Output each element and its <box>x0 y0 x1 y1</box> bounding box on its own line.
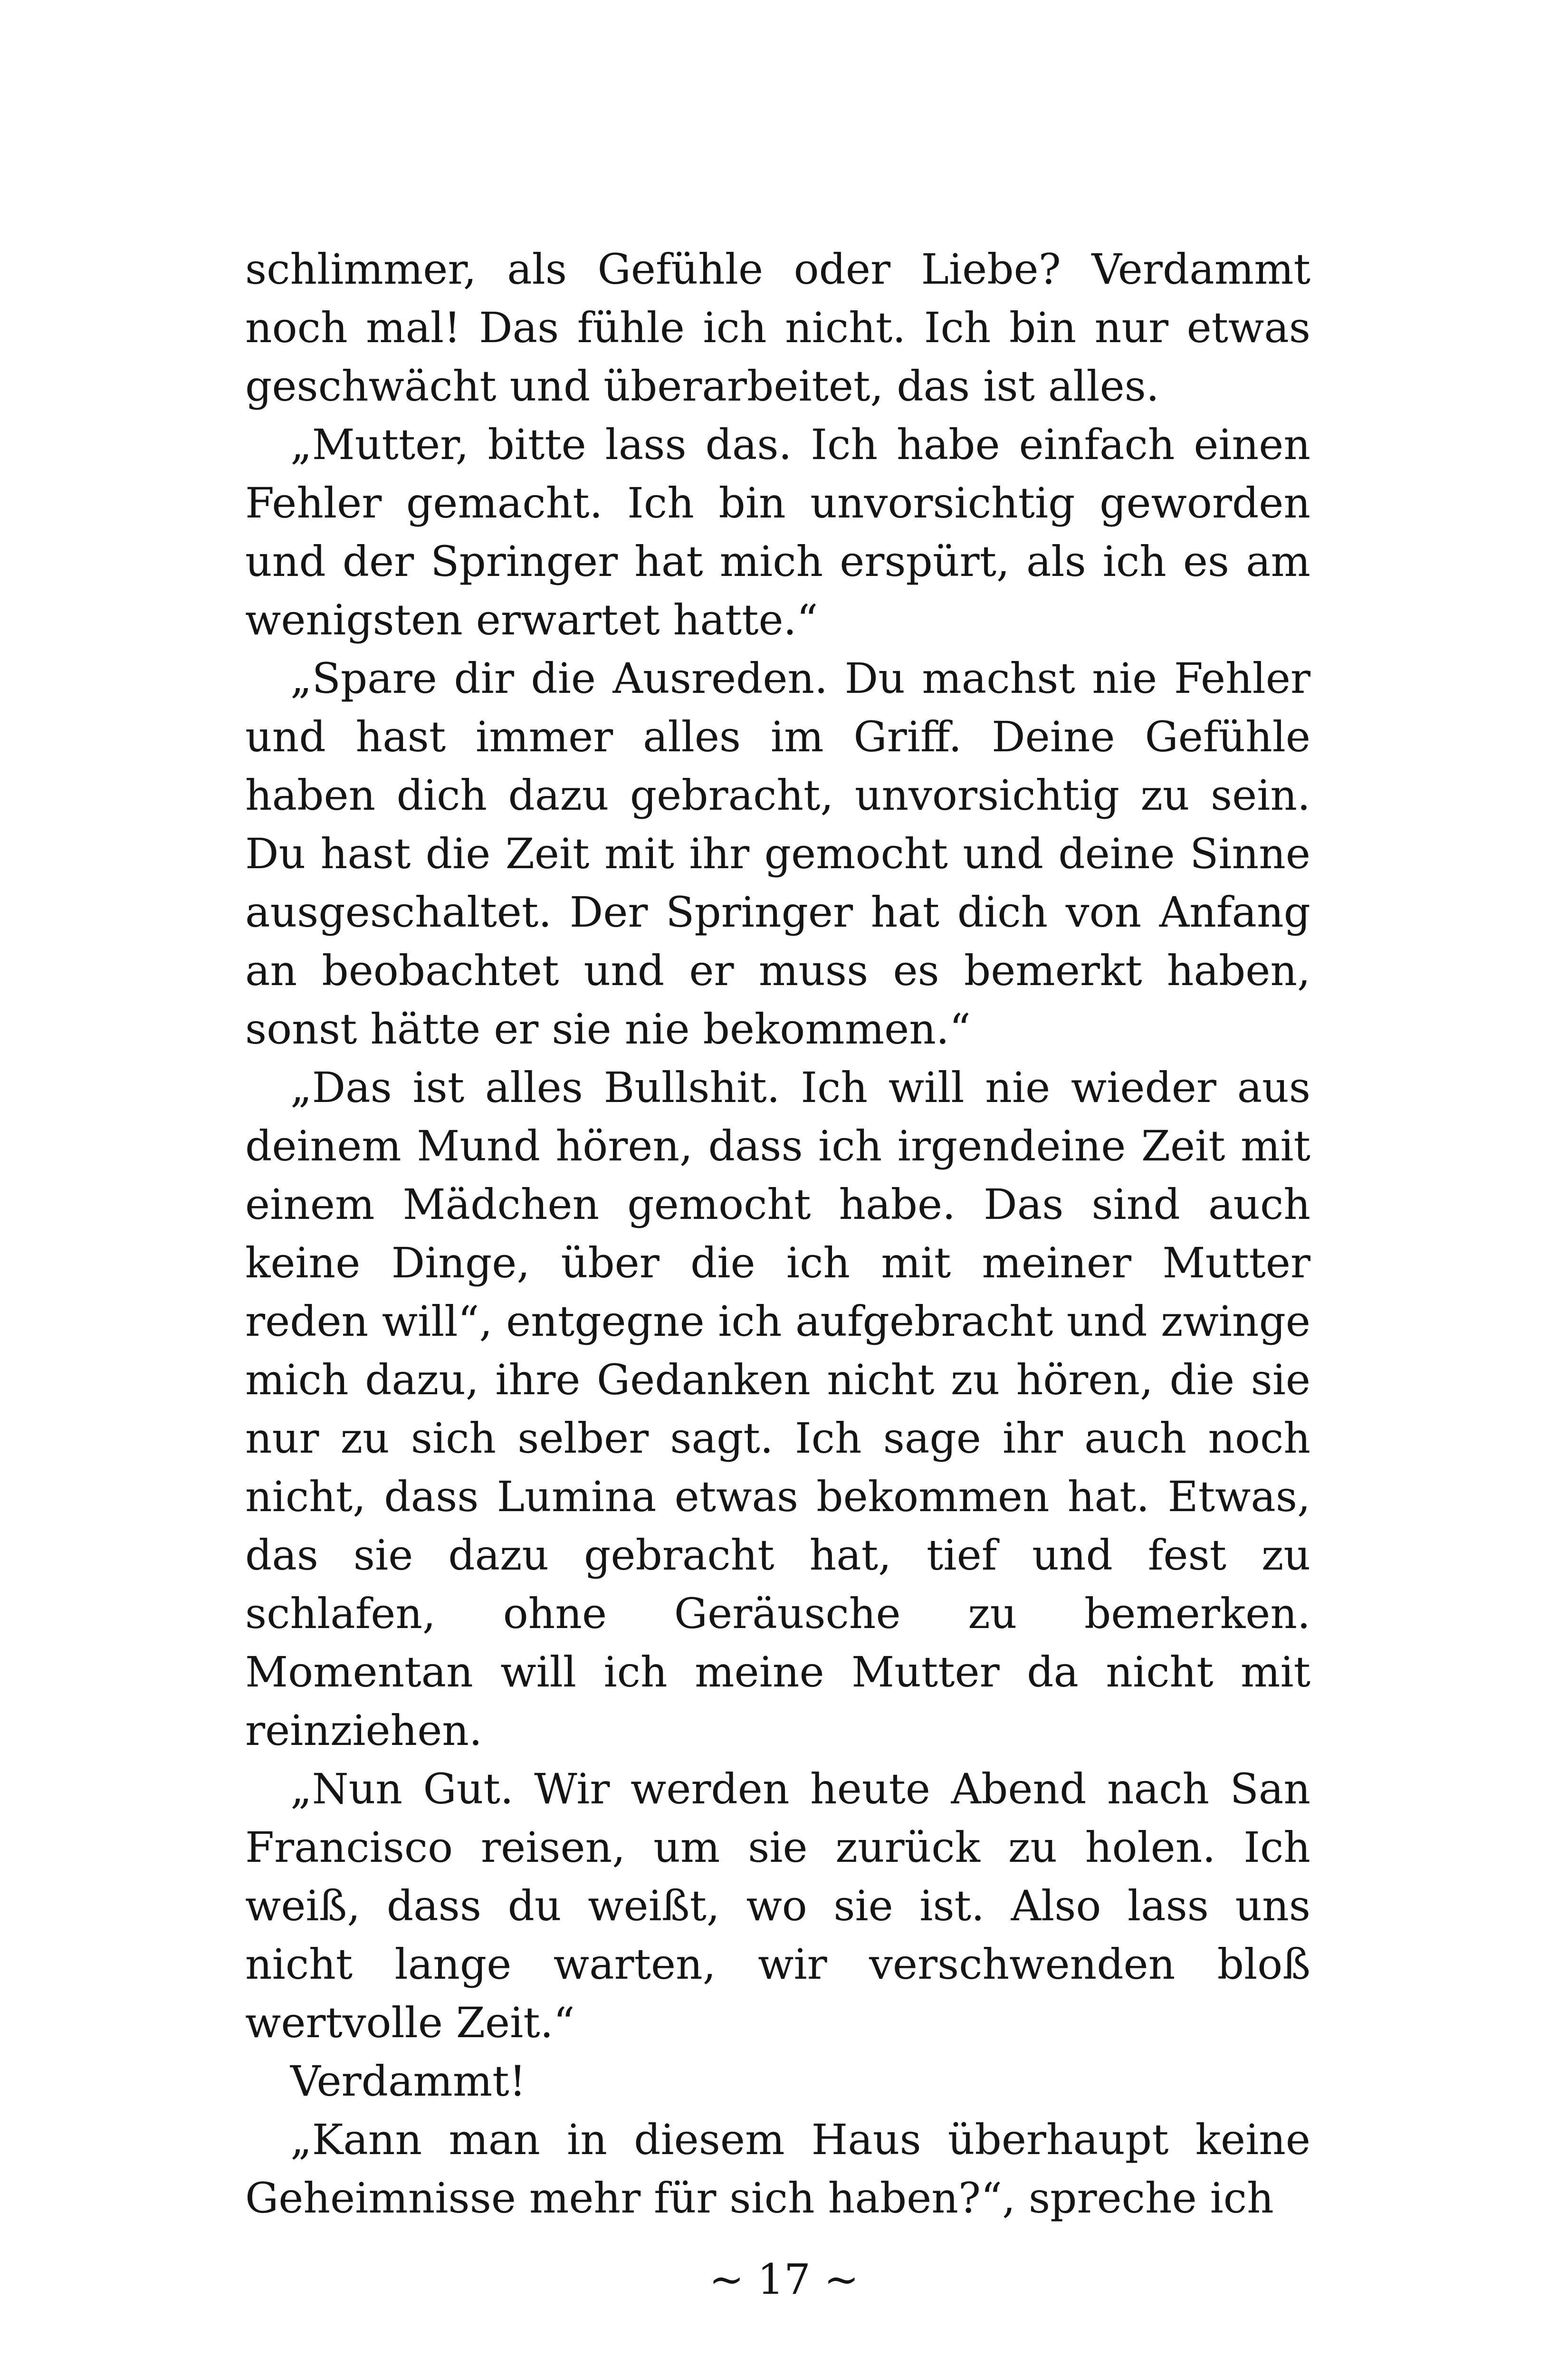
page-number: ~ 17 ~ <box>709 2255 859 2304</box>
paragraph-6: Verdammt! <box>290 2057 526 2106</box>
paragraph-5: „Nun Gut. Wir werden heute Abend nach San Francisco reisen, um sie zurück zu holen. Ich weiß, dass du weißt, wo sie ist. Also lass uns nicht lange warten, wir verschwenden bloß wertvolle Zeit.“ <box>245 1764 1310 2047</box>
paragraph-4: „Das ist alles Bullshit. Ich will nie wieder aus deinem Mund hören, dass ich irgendeine Zeit mit einem Mädchen gemocht habe. Das sind auch keine Dinge, über die ich mit meiner Mutter reden will“, entgegne ich aufgebracht und zwinge mich dazu, ihre Gedanken nicht zu hören, die sie nur zu sich selber sagt. Ich sage ihr auch noch nicht, dass Lumina etwas bekommen hat. Etwas, das sie dazu gebracht hat, tief und fest zu schlafen, ohne Geräusche zu bemerken. Momentan will ich meine Mutter da nicht mit reinziehen. <box>245 1063 1310 1755</box>
paragraph-1: schlimmer, als Gefühle oder Liebe? Verdammt noch mal! Das fühle ich nicht. Ich bin nur etwas geschwächt und überarbeitet, das ist alles. <box>245 245 1310 411</box>
paragraph-7: „Kann man in diesem Haus überhaupt keine Geheimnisse mehr für sich haben?“, spreche ich <box>245 2115 1310 2223</box>
paragraph-2: „Mutter, bitte lass das. Ich habe einfach einen Fehler gemacht. Ich bin unvorsichtig geworden und der Springer hat mich erspürt, als ich es am wenigsten erwartet hatte.“ <box>245 420 1310 644</box>
body-text <box>245 240 1310 2227</box>
paragraph-3: „Spare dir die Ausreden. Du machst nie Fehler und hast immer alles im Griff. Deine Gefühle haben dich dazu gebracht, unvorsichtig zu sein. Du hast die Zeit mit ihr gemocht und deine Sinne ausgeschaltet. Der Springer hat dich von Anfang an beobachtet und er muss es bemerkt haben, sonst hätte er sie nie bekommen.“ <box>245 654 1310 1054</box>
